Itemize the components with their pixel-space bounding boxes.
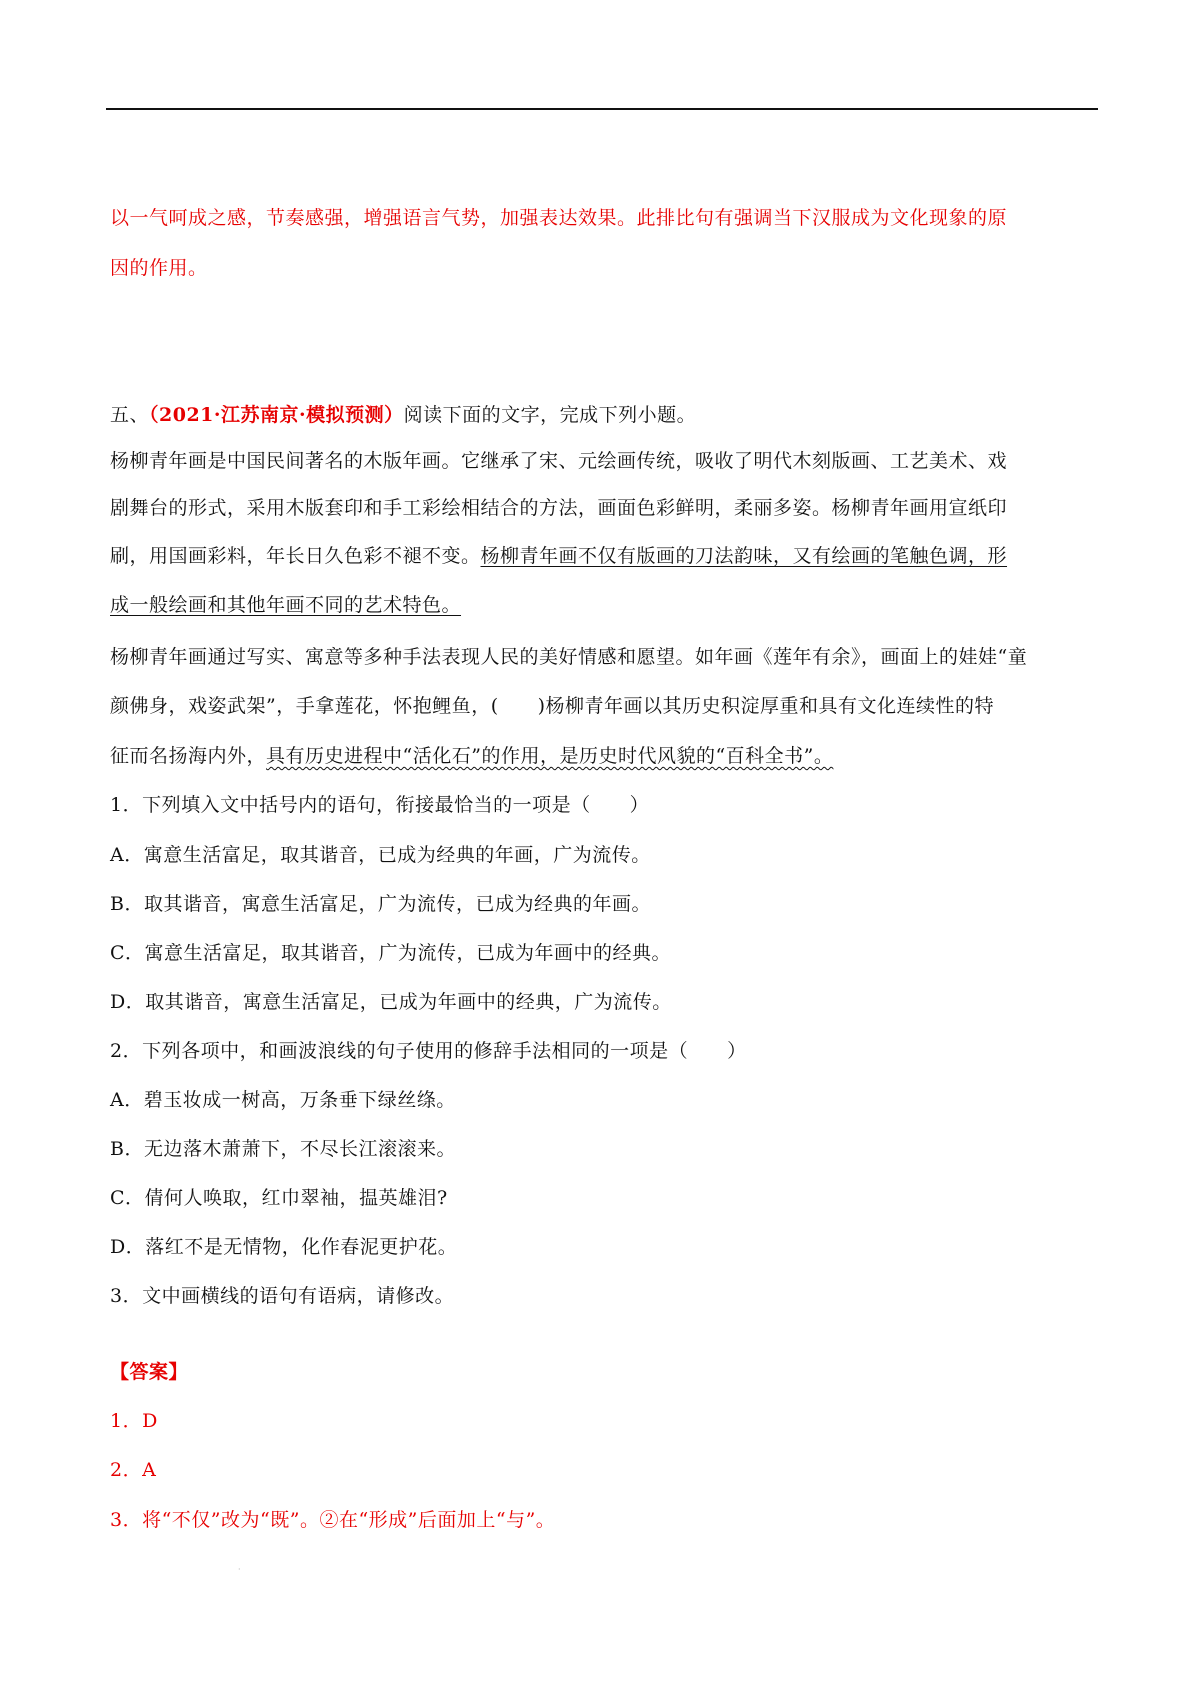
passage-p2-line-1: 杨柳青年画通过写实、寓意等多种手法表现人民的美好情感和愿望。如年画《莲年有余》，画面上的娃娃“童 xyxy=(110,646,1028,668)
passage-plain-text: 刷，用国画彩料，年长日久色彩不褪不变。 xyxy=(110,545,481,567)
stray-mark: · xyxy=(238,1565,241,1574)
question-2-option-d: D．落红不是无情物，化作春泥更护花。 xyxy=(110,1236,458,1258)
wavy-underlined-sentence: 具有历史进程中“活化石”的作用，是历史时代风貌的“百科全书”。 xyxy=(266,745,834,767)
section-source: （2021·江苏南京·模拟预测） xyxy=(149,404,404,426)
passage-p1-line-1: 杨柳青年画是中国民间著名的木版年画。它继承了宋、元绘画传统，吸收了明代木刻版画、工艺美术、戏 xyxy=(110,450,1008,472)
question-2-option-b: B．无边落木萧萧下，不尽长江滚滚来。 xyxy=(110,1138,456,1160)
question-2-option-a: A．碧玉妆成一树高，万条垂下绿丝绦。 xyxy=(110,1089,456,1111)
passage-p1-line-3 xyxy=(110,541,1007,568)
question-1-option-d: D．取其谐音，寓意生活富足，已成为年画中的经典，广为流传。 xyxy=(110,991,672,1013)
question-1-option-a: A．寓意生活富足，取其谐音，已成为经典的年画，广为流传。 xyxy=(110,844,651,866)
answer-item-3: 3．将“不仅”改为“既”。②在“形成”后面加上“与”。 xyxy=(110,1509,556,1531)
passage-plain-text: 征而名扬海内外， xyxy=(110,745,267,767)
question-3-stem: 3．文中画横线的语句有语病，请修改。 xyxy=(110,1285,455,1307)
passage-p2-line-3 xyxy=(110,741,833,768)
previous-answer-line-2: 因的作用。 xyxy=(110,257,208,279)
underlined-sentence: 杨柳青年画不仅有版画的刀法韵味，又有绘画的笔触色调，形 xyxy=(480,545,1008,567)
underlined-sentence-cont: 成一般绘画和其他年画不同的艺术特色。 xyxy=(110,594,462,616)
previous-answer-line-1: 以一气呵成之感，节奏感强，增强语言气势，加强表达效果。此排比句有强调当下汉服成为文化现象的原 xyxy=(110,207,1008,229)
passage-p1-line-2: 剧舞台的形式，采用木版套印和手工彩绘相结合的方法，画面色彩鲜明，柔丽多姿。杨柳青年画用宣纸印 xyxy=(110,497,1008,519)
question-2-option-c: C．倩何人唤取，红巾翠袖，揾英雄泪? xyxy=(110,1187,448,1209)
answer-item-1: 1．D xyxy=(110,1410,158,1432)
passage-p2-line-2: 颜佛身，戏姿武架”，手拿莲花，怀抱鲤鱼，( )杨柳青年画以其历史积淀厚重和具有文化连续性的特 xyxy=(110,695,995,717)
passage-p1-line-4 xyxy=(110,590,461,617)
question-2-stem: 2．下列各项中，和画波浪线的句子使用的修辞手法相同的一项是（ ） xyxy=(110,1040,747,1062)
section-heading xyxy=(110,400,696,427)
header-rule xyxy=(106,108,1098,110)
section-instruction: 阅读下面的文字，完成下列小题。 xyxy=(403,404,697,426)
section-prefix: 五、 xyxy=(110,404,150,426)
question-1-option-b: B．取其谐音，寓意生活富足，广为流传，已成为经典的年画。 xyxy=(110,893,651,915)
question-1-stem: 1．下列填入文中括号内的语句，衔接最恰当的一项是（ ） xyxy=(110,794,650,816)
question-1-option-c: C．寓意生活富足，取其谐音，广为流传，已成为年画中的经典。 xyxy=(110,942,672,964)
answer-header: 【答案】 xyxy=(110,1361,189,1383)
answer-item-2: 2．A xyxy=(110,1459,157,1481)
